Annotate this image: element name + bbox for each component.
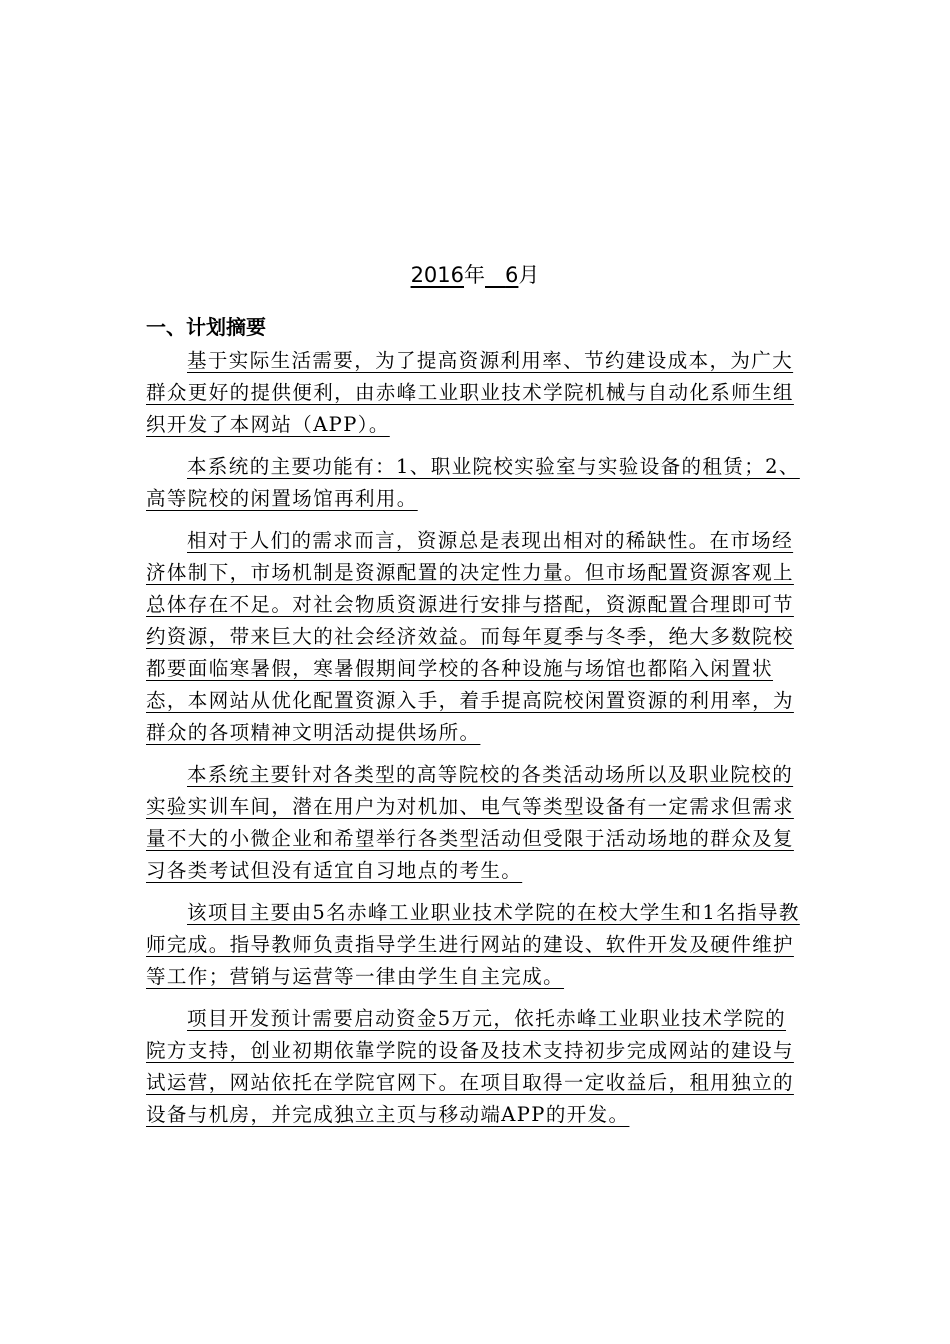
date-line	[0, 262, 950, 288]
date-month-suffix: 月	[518, 263, 540, 287]
date-month: 6	[505, 263, 519, 287]
section-heading: 一、计划摘要	[146, 315, 266, 339]
paragraph-2: 本系统的主要功能有：1、职业院校实验室与实验设备的租赁；2、高等院校的闲置场馆再利用。	[146, 455, 800, 510]
paragraph-3: 相对于人们的需求而言，资源总是表现出相对的稀缺性。在市场经济体制下，市场机制是资源配置的决定性力量。但市场配置资源客观上总体存在不足。对社会物质资源进行安排与搭配，资源配置合理即可节约资源，带来巨大的社会经济效益。而每年夏季与冬季，绝大多数院校都要面临寒暑假，寒暑假期间学校的各种设施与场馆也都陷入闲置状态，本网站从优化配置资源入手，着手提高院校闲置资源的利用率，为群众的各项精神文明活动提供场所。	[146, 529, 794, 744]
paragraph-5: 该项目主要由5名赤峰工业职业技术学院的在校大学生和1名指导教师完成。指导教师负责指导学生进行网站的建设、软件开发及硬件维护等工作；营销与运营等一律由学生自主完成。	[146, 901, 800, 988]
date-year-suffix: 年	[464, 263, 486, 287]
date-year: 2016	[410, 263, 465, 287]
paragraph-6: 项目开发预计需要启动资金5万元，依托赤峰工业职业技术学院的院方支持，创业初期依靠学院的设备及技术支持初步完成网站的建设与试运营，网站依托在学院官网下。在项目取得一定收益后，租用独立的设备与机房，并完成独立主页与移动端APP的开发。	[146, 1007, 794, 1126]
paragraph-1: 基于实际生活需要，为了提高资源利用率、节约建设成本，为广大群众更好的提供便利，由赤峰工业职业技术学院机械与自动化系师生组织开发了本网站（APP）。	[146, 349, 794, 436]
paragraph-4: 本系统主要针对各类型的高等院校的各类活动场所以及职业院校的实验实训车间，潜在用户为对机加、电气等类型设备有一定需求但需求量不大的小微企业和希望举行各类型活动但受限于活动场地的群众及复习各类考试但没有适宜自习地点的考生。	[146, 763, 794, 882]
body-text	[146, 345, 806, 1141]
